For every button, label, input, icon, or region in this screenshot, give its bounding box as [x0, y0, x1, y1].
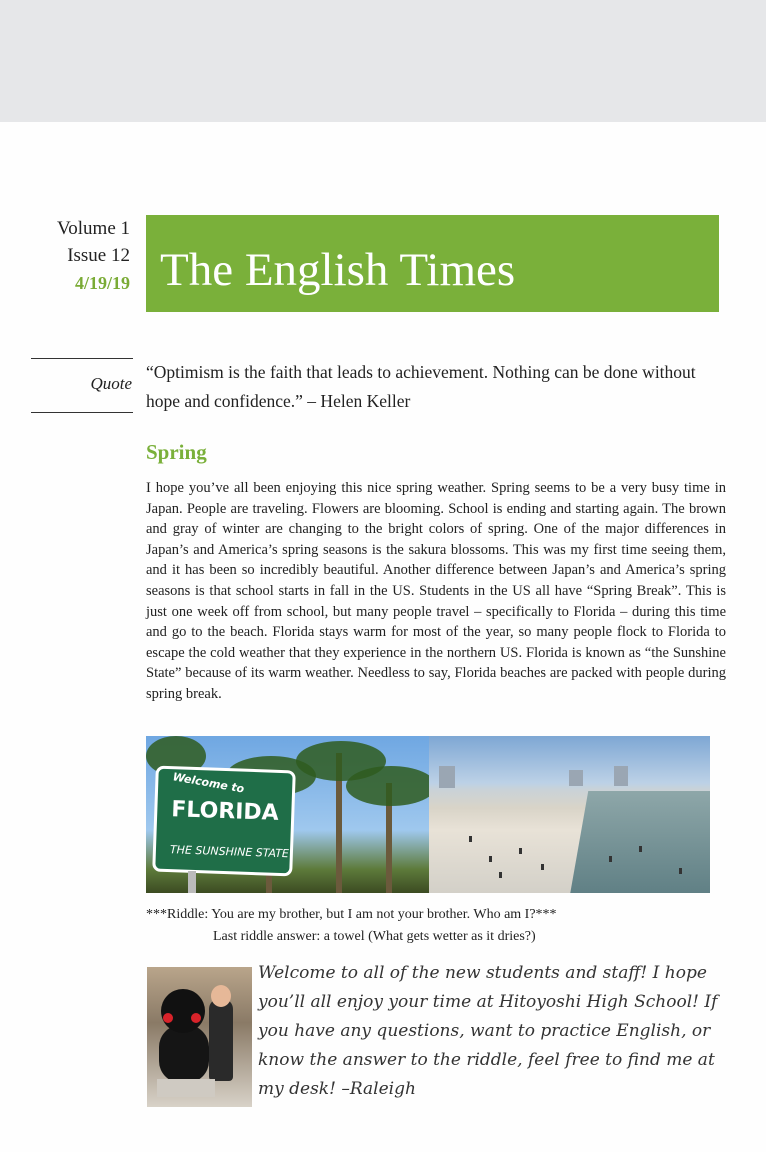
author-photo [147, 967, 252, 1107]
sign-welcome-text: Welcome to [171, 770, 246, 796]
issue-label: Issue 12 [67, 245, 130, 266]
welcome-florida-sign [152, 766, 296, 877]
florida-beach-photo [429, 736, 710, 893]
quote-label: Quote [90, 374, 132, 393]
kumamon-cheek [191, 1013, 201, 1023]
building [439, 766, 455, 788]
beachgoer [519, 848, 522, 854]
title-banner [146, 215, 719, 312]
beachgoer [499, 872, 502, 878]
section-title-spring: Spring [146, 440, 207, 464]
volume-label: Volume 1 [56, 218, 130, 239]
ocean-water [570, 791, 710, 893]
newsletter-title: The English Times [160, 244, 516, 296]
sign-post [188, 871, 196, 893]
spring-article-body: I hope you’ve all been enjoying this nice spring weather. Spring seems to be a very busy time in Japan. People are traveling. Flowers are blooming. School is ending and starting again. The brown and gray of winter are changing to the bright colors of spring. One of the major differences in Japan’s and America’s spring seasons is the sakura blossoms. This was my first time seeing them, and it has been so incredibly beautiful. Another difference between Japan’s and America’s spring seasons is that school starts in fall in the US. Students in the US all have “Spring Break”. This is just one week off from school, but many people travel – specifically to Florida – during this time and go to the beach. Florida stays warm for most of the year, so many people flock to Florida to escape the cold weather that they experience in the northern US. Florida is known as “the Sunshine State” because of its warm weather. Needless to say, Florida beaches are packed with people during spring break. [146, 480, 726, 702]
quote-rule-top [31, 358, 133, 359]
riddle-question: ***Riddle: You are my brother, but I am not your brother. Who am I?*** [146, 907, 557, 922]
beachgoer [639, 846, 642, 852]
riddle-last-answer: Last riddle answer: a towel (What gets wetter as it dries?) [213, 929, 536, 944]
quote-text: “Optimism is the faith that leads to achievement. Nothing can be done without hope and confidence.” – Helen Keller [146, 362, 696, 411]
beachgoer [489, 856, 492, 862]
sign-florida-text: FLORIDA [170, 797, 280, 826]
newsletter-page [0, 122, 766, 1152]
kumamon-cheek [163, 1013, 173, 1023]
beachgoer [469, 836, 472, 842]
building [569, 770, 583, 786]
beachgoer [541, 864, 544, 870]
issue-date: 4/19/19 [74, 273, 130, 293]
quote-rule-bottom [31, 412, 133, 413]
beachgoer [609, 856, 612, 862]
author-figure [209, 999, 233, 1081]
kumamon-head [161, 989, 205, 1033]
building [614, 766, 628, 786]
handwritten-note: Welcome to all of the new students and staff! I hope you’ll all enjoy your time at Hitoyoshi High School! If you have any questions, want to practice English, or know the answer to the riddle, feel free to find me at my desk! –Raleigh [258, 963, 718, 1099]
palm-frond [346, 766, 429, 806]
author-face [211, 985, 231, 1007]
florida-sign-photo [146, 736, 429, 893]
beachgoer [679, 868, 682, 874]
sign-sunshine-text: THE SUNSHINE STATE [169, 843, 290, 861]
kumamon-body [159, 1025, 209, 1083]
statue-pedestal [157, 1079, 215, 1097]
